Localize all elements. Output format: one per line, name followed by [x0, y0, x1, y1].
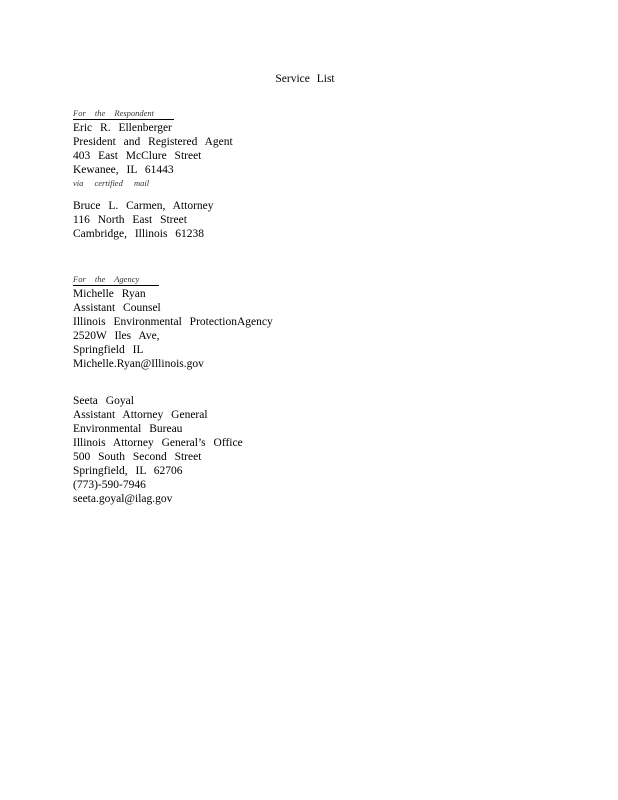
agency-contact-goyal [73, 394, 593, 506]
contact-organization: Illinois Environmental ProtectionAgency [73, 316, 273, 328]
contact-name: Bruce L. Carmen, Attorney [73, 200, 214, 212]
contact-city: Kewanee, IL 61443 [73, 164, 174, 176]
contact-name: Seeta Goyal [73, 395, 134, 407]
contact-title: Assistant Attorney General [73, 409, 208, 421]
contact-city: Cambridge, Illinois 61238 [73, 228, 205, 240]
contact-email: Michelle.Ryan@Illinois.gov [73, 358, 204, 370]
contact-city: Springfield, IL 62706 [73, 465, 183, 477]
contact-name: Eric R. Ellenberger [73, 122, 172, 134]
contact-organization: Illinois Attorney General’s Office [73, 437, 243, 449]
contact-street: 500 South Second Street [73, 451, 202, 463]
contact-division: Environmental Bureau [73, 423, 183, 435]
delivery-note: via certified mail [73, 178, 150, 188]
contact-title: President and Registered Agent [73, 136, 233, 148]
agency-contact-ryan [73, 287, 593, 371]
section-label-agency: For the Agency [73, 274, 159, 286]
contact-city: Springfield IL [73, 344, 144, 356]
document-title: Service List [275, 73, 335, 85]
respondent-contact-ellenberger [73, 121, 593, 190]
contact-street: 2520W Iles Ave, [73, 330, 160, 342]
contact-title: Assistant Counsel [73, 302, 161, 314]
contact-street: 403 East McClure Street [73, 150, 202, 162]
agency-section [73, 269, 593, 371]
contact-street: 116 North East Street [73, 214, 187, 226]
respondent-contact-carmen [73, 199, 593, 241]
contact-email: seeta.goyal@ilag.gov [73, 493, 173, 505]
section-label-respondent: For the Respondent [73, 108, 174, 120]
contact-name: Michelle Ryan [73, 288, 146, 300]
contact-phone: (773)-590-7946 [73, 479, 146, 491]
respondent-section [73, 103, 593, 190]
